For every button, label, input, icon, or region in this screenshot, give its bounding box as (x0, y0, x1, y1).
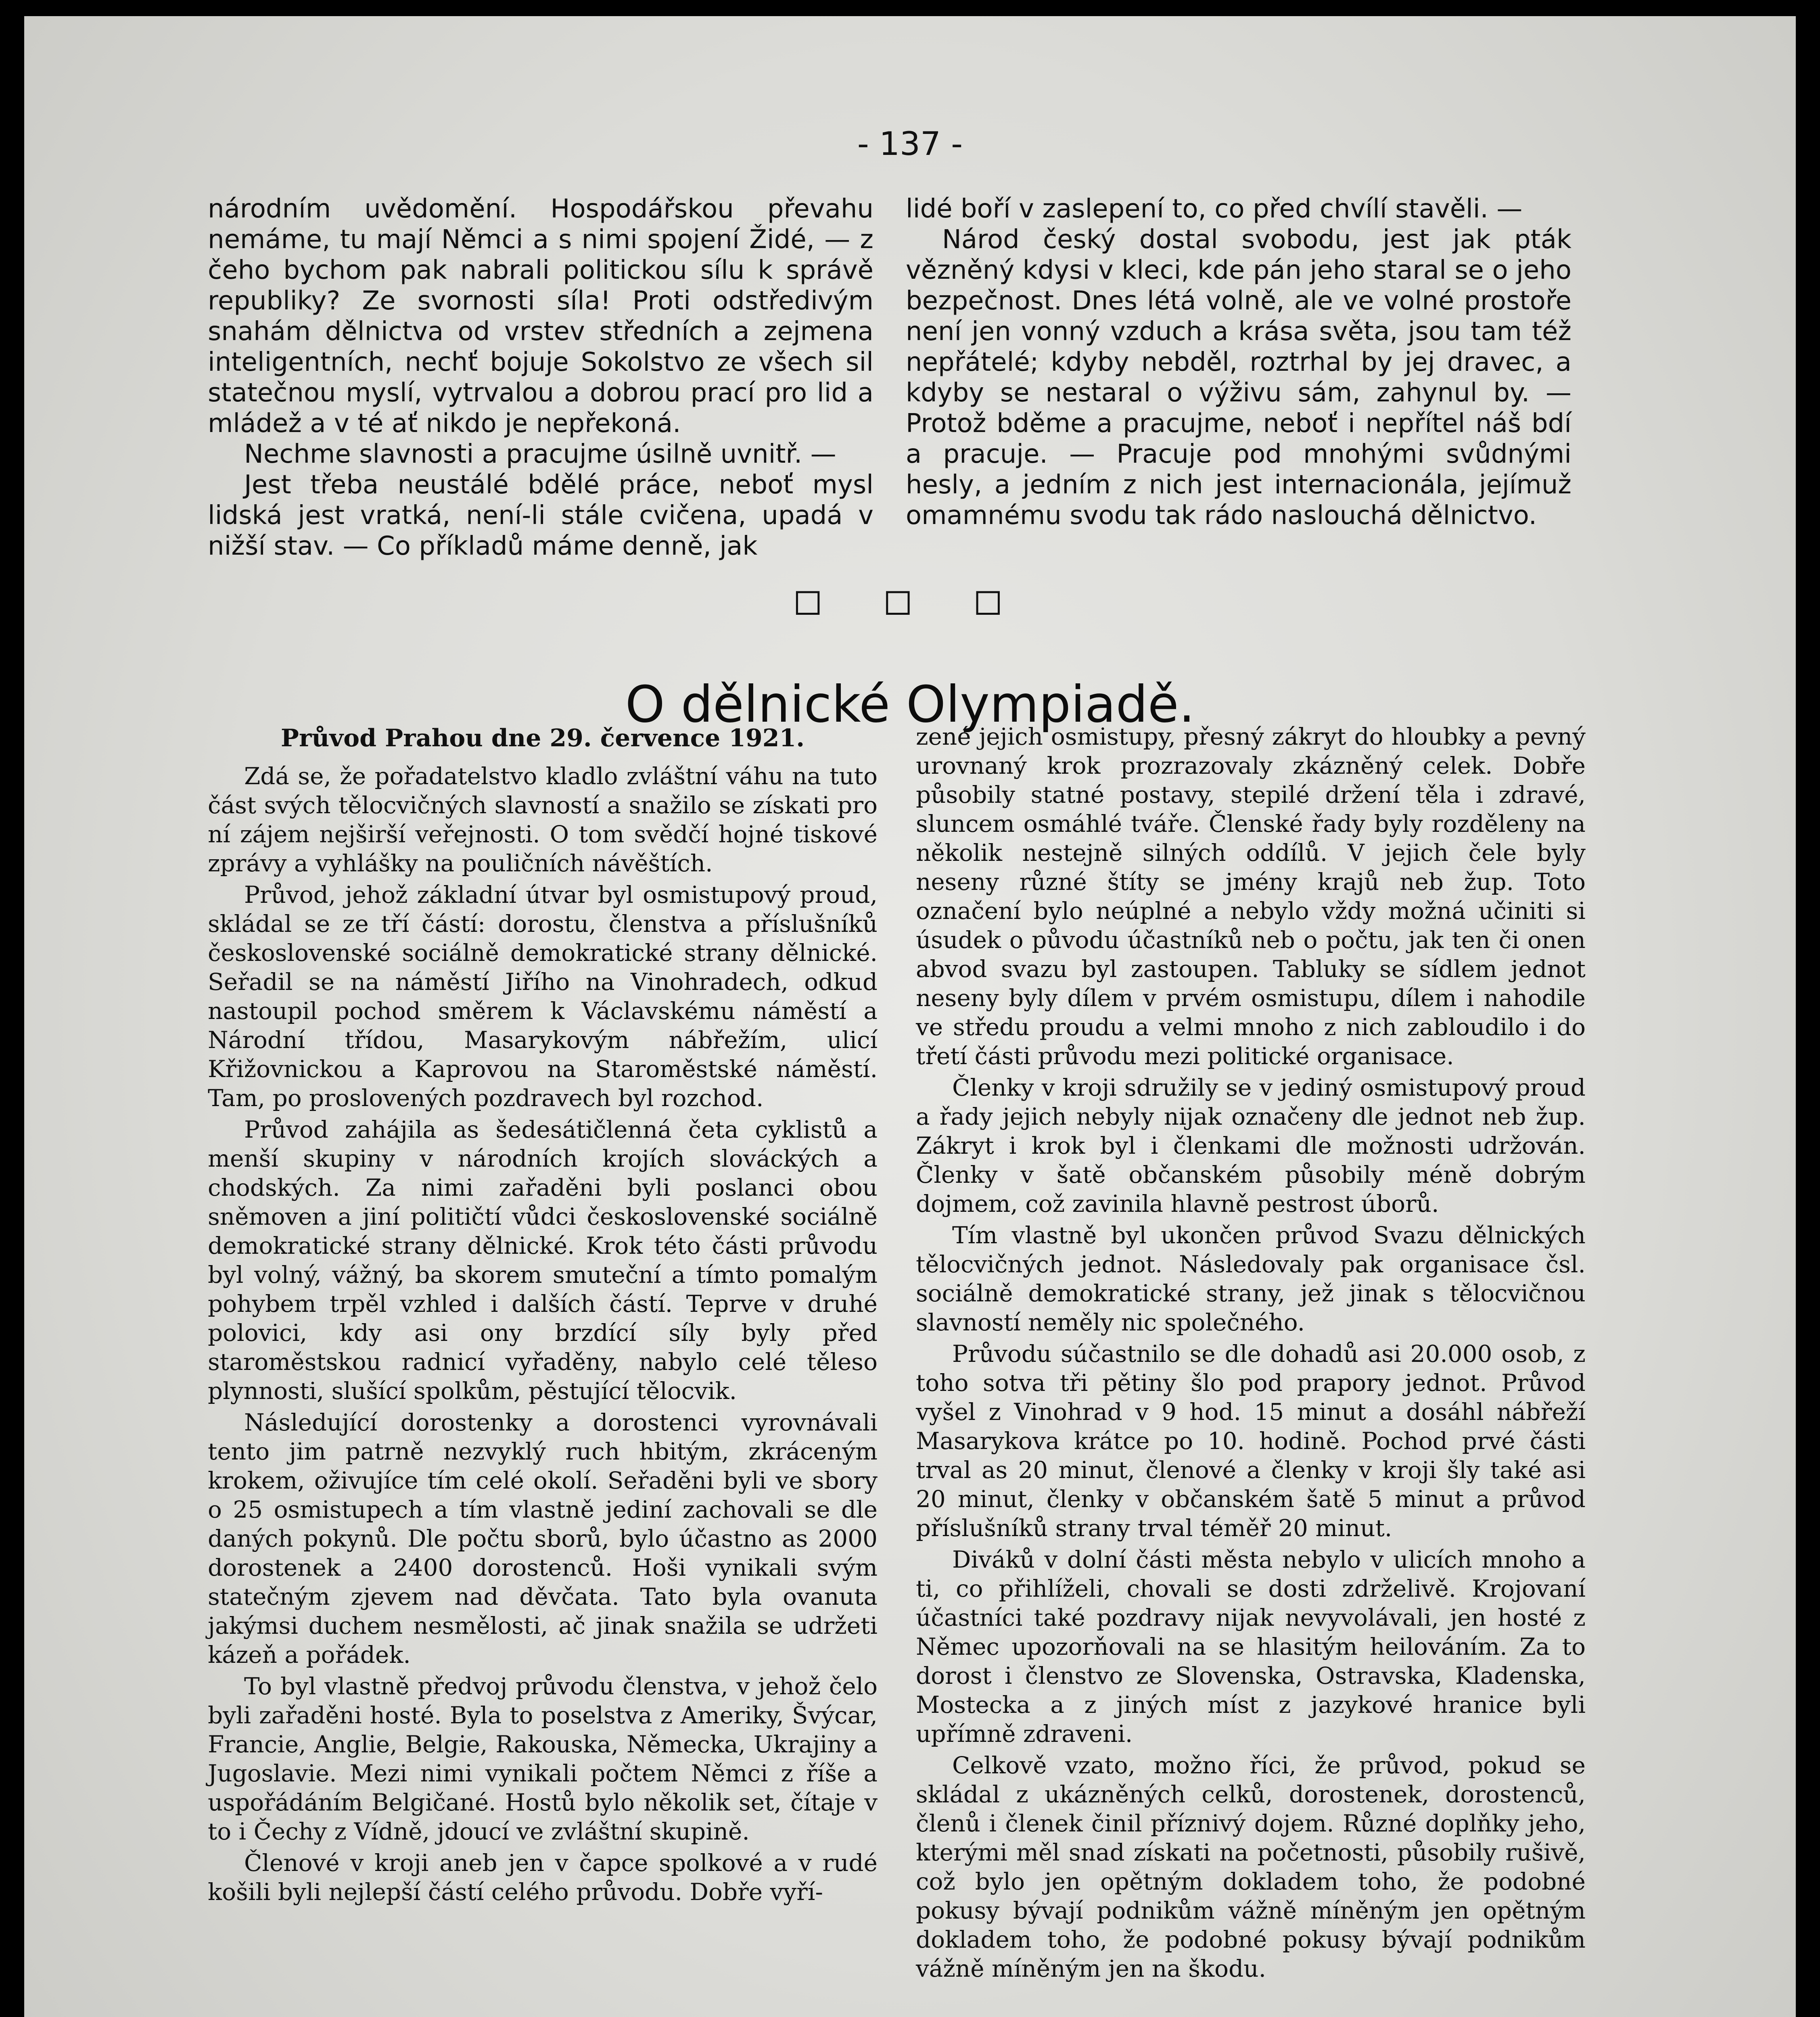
article-title: O dělnické Olympiadě. (625, 675, 1195, 734)
paragraph: národním uvědomění. Hospodářskou převahu nemáme, tu mají Němci a s nimi spojení Židé, — z čeho bychom pak nabrali politickou sílu k správě republiky? Ze svornosti síla! Proti odstředivým snahám dělnictva od vrstev středních a zejmena inteligentních, nechť bojuje Sokolstvo ze všech sil statečnou myslí, vytrvalou a dobrou prací pro lid a mládež a v té ať nikdo je nepřekoná. (208, 194, 873, 438)
paragraph: Následující dorostenky a dorostenci vyrovnávali tento jim patrně nezvyklý ruch hbitým, zkráceným krokem, oživujíce tím celé okolí. Seřaděni byli ve sbory o 25 osmistupech a tím vlastně jediní zachovali se dle daných pokynů. Dle počtu sborů, bylo účastno as 2000 dorostenek a 2400 dorostenců. Hoši vynikali svým statečným zjevem nad děvčata. Tato byla ovanuta jakýmsi duchem nesmělosti, ač jinak snažila se udržeti kázeň a pořádek. (208, 1409, 878, 1668)
scanned-page (24, 16, 1796, 2017)
article-left-column (208, 722, 878, 1909)
paragraph: Diváků v dolní části města nebylo v ulicích mnoho a ti, co přihlíželi, chovali se dosti zdrželivě. Krojovaní účastníci také pozdravy nijak nevyvolávali, jen hosté z Němec upozorňovali na se hlasitým heilováním. Za to dorost i členstvo ze Slovenska, Ostravska, Kladenska, Mostecka a z jiných míst z jazykové hranice byli upřímně zdraveni. (916, 1546, 1586, 1748)
paragraph: To byl vlastně předvoj průvodu členstva, v jehož čelo byli zařaděni hosté. Byla to poselstva z Ameriky, Švýcar, Francie, Anglie, Belgie, Rakouska, Německa, Ukrajiny a Jugoslavie. Mezi nimi vynikali počtem Němci z říše a uspořádáním Belgičané. Hostů bylo několik set, čítaje v to i Čechy z Vídně, jdoucí ve zvláštní skupině. (208, 1672, 878, 1845)
paragraph: Tím vlastně byl ukončen průvod Svazu dělnických tělocvičných jednot. Následovaly pak organisace čsl. sociálně demokratické strany, jež jinak s tělocvičnou slavností neměly nic společného. (916, 1221, 1586, 1336)
article-right-column (916, 722, 1586, 1986)
paragraph: Členové v kroji aneb jen v čapce spolkové a v rudé košili byli nejlepší částí celého průvodu. Dobře vyří- (208, 1849, 878, 1906)
article-subheading: Průvod Prahou dne 29. července 1921. (280, 724, 805, 752)
paragraph: Průvod zahájila as šedesátičlenná četa cyklistů a menší skupiny v národních krojích slováckých a chodských. Za nimi zařaděni byli poslanci obou sněmoven a jiní političtí vůdci československé sociálně demokratické strany dělnické. Krok této části průvodu byl volný, vážný, ba skorem smuteční a tímto pomalým pohybem trpěl vzhled i dalších částí. Teprve v druhé polovici, kdy asi ony brzdící síly byly před staroměstskou radnicí vyřaděny, nabylo celé těleso plynnosti, slušící spolkům, pěstující tělocvik. (208, 1116, 878, 1405)
paragraph: Členky v kroji sdružily se v jediný osmistupový proud a řady jejich nebyly nijak označeny dle jednot neb žup. Zákryt i krok byl i členkami dle možnosti udržován. Členky v šatě občanském působily méně dobrým dojmem, což zavinila hlavně pestrost úborů. (916, 1074, 1586, 1217)
paragraph: Průvod, jehož základní útvar byl osmistupový proud, skládal se ze tří částí: dorostu, členstva a příslušníků československé sociálně demokratické strany dělnické. Seřadil se na náměstí Jiřího na Vinohradech, odkud nastoupil pochod směrem k Václavskému náměstí a Národní třídou, Masarykovým nábřežím, ulicí Křižovnickou a Kaprovou na Staroměstské náměstí. Tam, po proslovených pozdravech byl rozchod. (208, 881, 878, 1112)
paragraph: lidé boří v zaslepení to, co před chvílí stavěli. — (906, 194, 1523, 224)
paragraph: zené jejich osmistupy, přesný zákryt do hloubky a pevný urovnaný krok prozrazovaly zkázněný celek. Dobře působily statné postavy, stepilé držení těla i zdravé, sluncem osmáhlé tváře. Členské řady byly rozděleny na několik nestejně silných oddílů. V jejich čele byly neseny různé štíty se jmény krajů neb žup. Toto označení bylo neúplné a nebylo vždy možná učiniti si úsudek o původu účastníků neb o počtu, jak ten či onen abvod svazu byl zastoupen. Tabluky se sídlem jednot neseny byly dílem v prvém osmistupu, dílem i nahodile ve středu proudu a velmi mnoho z nich zabloudilo i do třetí části průvodu mezi politické organisace. (916, 723, 1586, 1070)
section-separator: ◻ ◻ ◻ (792, 579, 1028, 621)
top-right-column (906, 194, 1571, 531)
paragraph: Průvodu súčastnilo se dle dohadů asi 20.000 osob, z toho sotva tři pětiny šlo pod prapory jednot. Průvod vyšel z Vinohrad v 9 hod. 15 minut a dosáhl nábřeží Masarykova krátce po 10. hodině. Pochod prvé části trval as 20 minut, členové a členky v kroji šly také asi 20 minut, členky v občanském šatě 5 minut a průvod příslušníků strany trval téměř 20 minut. (916, 1340, 1586, 1542)
page-number: - 137 - (857, 125, 963, 163)
paragraph: Nechme slavnosti a pracujme úsilně uvnitř. — (244, 439, 836, 469)
paragraph: Celkově vzato, možno říci, že průvod, pokud se skládal z ukázněných celků, dorostenek, dorostenců, členů i členek činil příznivý dojem. Různé doplňky jeho, kterými měl snad získati na početnosti, působily rušivě, což bylo jen opětným dokladem toho, že podobné pokusy bývají podnikům vážně míněným jen opětným dokladem toho, že podobné pokusy bývají podnikům vážně míněným jen na škodu. (916, 1752, 1586, 1982)
paragraph: Jest třeba neustálé bdělé práce, neboť mysl lidská jest vratká, není-li stále cvičena, upadá v nižší stav. — Co příkladů máme denně, jak (208, 470, 873, 561)
top-left-column (208, 194, 873, 562)
paragraph: Národ český dostal svobodu, jest jak pták vězněný kdysi v kleci, kde pán jeho staral se o jeho bezpečnost. Dnes létá volně, ale ve volné prostoře není jen vonný vzduch a krása světa, jsou tam též nepřátelé; kdyby nebděl, roztrhal by jej dravec, a kdyby se nestaral o výživu sám, zahynul by. — Protož bděme a pracujme, neboť i nepřítel náš bdí a pracuje. — Pracuje pod mnohými svůdnými hesly, a jedním z nich jest internacionála, jejímuž omamnému svodu tak rádo naslouchá dělnictvo. (906, 225, 1571, 530)
paragraph: Zdá se, že pořadatelstvo kladlo zvláštní váhu na tuto část svých tělocvičných slavností a snažilo se získati pro ní zájem nejširší veřejnosti. O tom svědčí hojné tiskové zprávy a vyhlášky na pouličních návěštích. (208, 762, 878, 877)
